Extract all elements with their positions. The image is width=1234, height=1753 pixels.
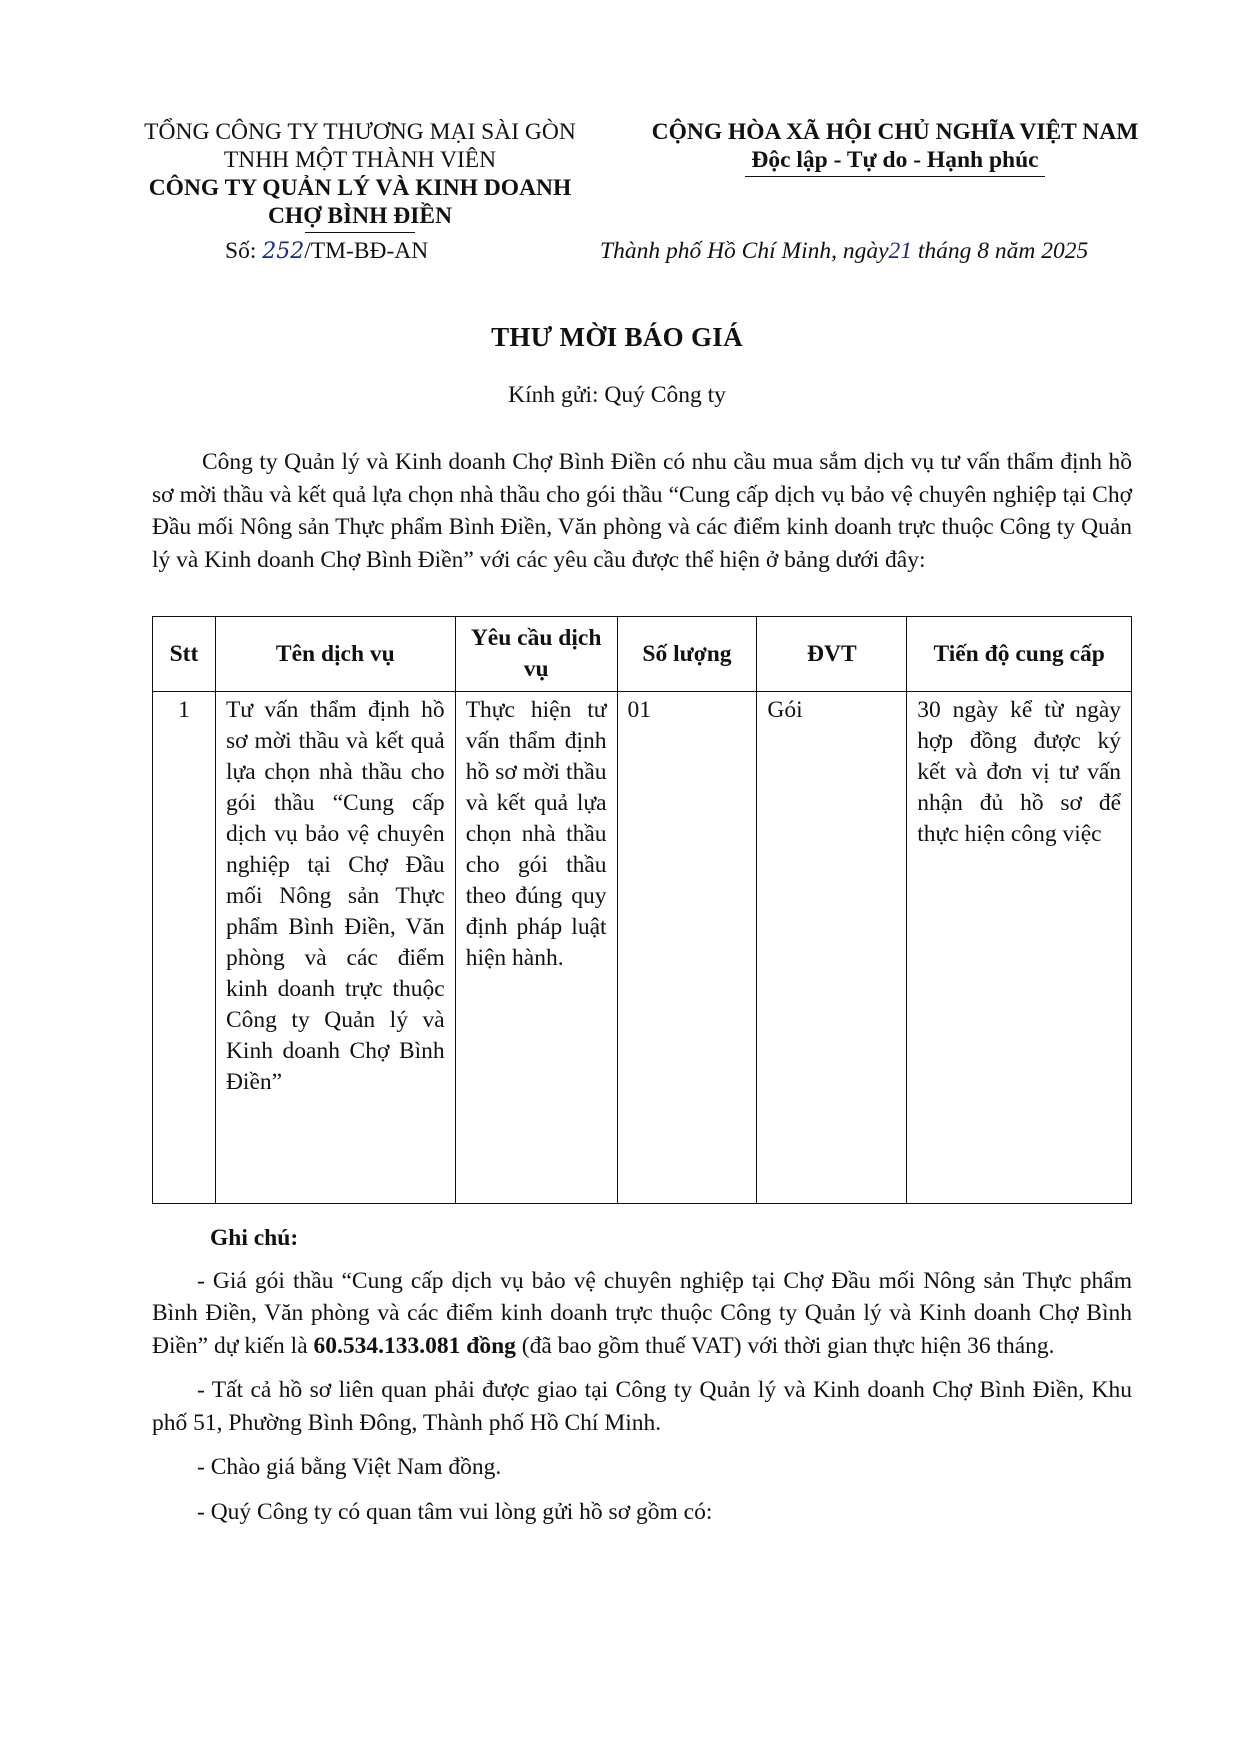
notes-section [152,1222,1132,1540]
cell-service-name: Tư vấn thẩm định hồ sơ mời thầu và kết quả lựa chọn nhà thầu cho gói thầu “Cung cấp dịch vụ bảo vệ chuyên nghiệp tại Chợ Đầu mối Nông sản Thực phẩm Bình Điền, Văn phòng và các điểm kinh doanh trực thuộc Công ty Quản lý và Kinh doanh Chợ Bình Điền” [215,692,455,1204]
issuer-company-line2: CHỢ BÌNH ĐIỀN [267,203,453,229]
intro-paragraph: Công ty Quản lý và Kinh doanh Chợ Bình Điền có nhu cầu mua sắm dịch vụ tư vấn thẩm định hồ sơ mời thầu và kết quả lựa chọn nhà thầu cho gói thầu “Cung cấp dịch vụ bảo vệ chuyên nghiệp tại Chợ Đầu mối Nông sản Thực phẩm Bình Điền, Văn phòng và các điểm kinh doanh trực thuộc Công ty Quản lý và Kinh doanh Chợ Bình Điền” với các yêu cầu được thể hiện ở bảng dưới đây: [152,449,1132,573]
national-motto: Độc lập - Tự do - Hạnh phúc [751,147,1039,173]
col-header-requirement: Yêu cầu dịch vụ [455,617,617,692]
note-delivery-address: - Tất cả hồ sơ liên quan phải được giao tại Công ty Quản lý và Kinh doanh Chợ Bình Điền, Khu phố 51, Phường Bình Đông, Thành phố Hồ Chí Minh. [152,1377,1132,1436]
handwritten-day: 21 [888,238,913,264]
national-title: CỘNG HÒA XÃ HỘI CHỦ NGHĨA VIỆT NAM [651,119,1139,145]
col-header-unit: ĐVT [757,617,907,692]
document-title: THƯ MỜI BÁO GIÁ [491,322,743,352]
notes-heading: Ghi chú: [210,1225,299,1251]
col-header-service-name: Tên dịch vụ [215,617,455,692]
cell-schedule: 30 ngày kể từ ngày hợp đồng được ký kết và đơn vị tư vấn nhận đủ hồ sơ để thực hiện công việc [907,692,1132,1204]
issuer-company-line1: CÔNG TY QUẢN LÝ VÀ KINH DOANH [148,175,572,201]
col-header-quantity: Số lượng [617,617,757,692]
cell-stt: 1 [153,692,216,1204]
bid-price-amount: 60.534.133.081 đồng [313,1332,516,1359]
col-header-schedule: Tiến độ cung cấp [907,617,1132,692]
issuer-parent-line1: TỔNG CÔNG TY THƯƠNG MẠI SÀI GÒN [144,119,576,145]
national-header [620,118,1170,177]
motto-underline [745,176,1045,177]
issuer-header [110,118,610,233]
cell-unit: Gói [757,692,907,1204]
handwritten-number: 252 [262,239,305,264]
cell-requirement: Thực hiện tư vấn thẩm định hồ sơ mời thầu và kết quả lựa chọn nhà thầu cho gói thầu theo đúng quy định pháp luật hiện hành. [455,692,617,1204]
note-currency: - Chào giá bằng Việt Nam đồng. [197,1454,502,1480]
cell-quantity: 01 [617,692,757,1204]
table-header-row [153,617,1132,692]
issuer-parent-line2: TNHH MỘT THÀNH VIÊN [223,147,497,173]
service-table [152,616,1132,1204]
greeting: Kính gửi: Quý Công ty [508,382,726,408]
col-header-stt: Stt [153,617,216,692]
document-number: Số: 252/TM-BĐ-AN [225,238,429,264]
table-row [153,692,1132,1204]
document-date: Thành phố Hồ Chí Minh, ngày21 tháng 8 năm 2025 [600,238,1089,264]
issuer-underline [305,232,415,233]
note-bid-price: - Giá gói thầu “Cung cấp dịch vụ bảo vệ chuyên nghiệp tại Chợ Đầu mối Nông sản Thực phẩm Bình Điền, Văn phòng và các điểm kinh doanh trực thuộc Công ty Quản lý và Kinh doanh Chợ Bình Điền” dự kiến là 60.534.133.081 đồng (đã bao gồm thuế VAT) với thời gian thực hiện 36 tháng. [152,1267,1132,1359]
note-submission: - Quý Công ty có quan tâm vui lòng gửi hồ sơ gồm có: [197,1498,713,1525]
